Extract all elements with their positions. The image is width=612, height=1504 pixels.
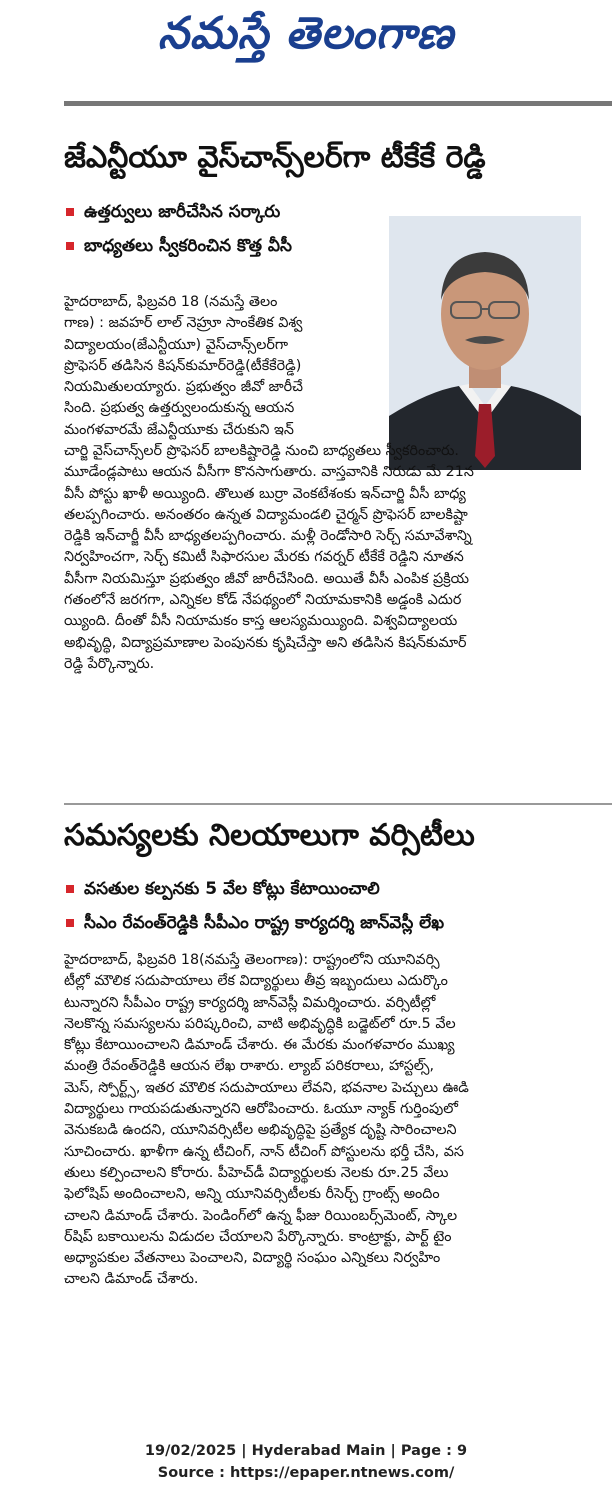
body-line: వెనుకబడి ఉందని, యూనివర్సిటీల అభివృద్ధిపై ప్రత్యేక దృష్టి సారించాలని [64,1122,457,1139]
body-line: నెలకొన్న సమస్యలను పరిష్కరించి, వాటి అభివృద్ధికి బడ్జెట్‌లో రూ.5 వేల [64,1015,456,1032]
body-line: గతంలోనే జరగగా, ఎన్నికల కోడ్ నేపథ్యంలో నియామకానికి అడ్డంకి ఎదుర [64,592,462,609]
footer-source: Source : https://epaper.ntnews.com/ [157,1465,455,1481]
article1-bullet-2 [66,236,292,260]
body-line: టీల్లో మౌలిక సదుపాయాలు లేక విద్యార్థులు తీవ్ర ఇబ్బందులు ఎదుర్కొం [64,973,448,990]
body-line: అధ్యాపకుల వేతనాలు పెంచాలని, విద్యార్థి సంఘం ఎన్నికలు నిర్వహిం [64,1250,441,1267]
body-line: రెడ్డి పేర్కొన్నారు. [64,655,155,672]
body-line: వీసీగా నియమిస్తూ ప్రభుత్వం జీవో జారీచేసింది. అయితే వీసీ ఎంపిక ప్రక్రియ [64,570,470,587]
body-line: విద్యాలయం(జేఎన్టీయూ) వైస్‌చాన్స్‌లర్‌గా [64,336,289,353]
body-line: గాణ) : జవహర్ లాల్ నెహ్రూ సాంకేతిక విశ్వ [64,315,303,332]
body-line: విద్యార్థులు గాయపడుతున్నారని ఆరోపించారు. ఓయూ న్యాక్ గుర్తింపులో [64,1101,459,1118]
article1-bullet-text: బాధ్యతలు స్వీకరించిన కొత్త వీసీ [84,236,292,256]
article1-bullet-text: ఉత్తర్వులు జారీచేసిన సర్కారు [84,202,281,222]
article-divider [64,803,612,805]
article2-bullet-text: సీఎం రేవంత్‌రెడ్డికి సీపీఎం రాష్ట్ర కార్యదర్శి జాన్‌వెస్లీ లేఖ [84,913,445,933]
body-line: రెడ్డికి ఇన్‌చార్జీ వీసీ బాధ్యతలప్పగించారు. మళ్లీ రెండోసారి సెర్చ్ సమావేశాన్ని [64,528,472,545]
article1-body-full [64,441,582,675]
article1-headline: జేఎన్టీయూ వైస్‌చాన్స్‌లర్‌గా టీకేకే రెడ్డి [64,140,486,175]
masthead [0,0,612,100]
body-line: య్యింది. దీంతో వీసీ నియామకం కాస్త ఆలస్యమయ్యింది. విశ్వవిద్యాలయ [64,613,458,630]
body-line: ర్‌షిప్ బకాయిలను విడుదల చేయాలని పేర్కొన్నారు. కాంట్రాక్టు, పార్ట్ టైం [64,1228,452,1245]
masthead-title: నమస్తే తెలంగాణ [157,8,455,59]
vc-portrait-photo [389,216,581,470]
body-line: టున్నారని సీపీఎం రాష్ట్ర కార్యదర్శి జాన్‌వెస్లీ విమర్శించారు. వర్సిటీల్లో [64,994,436,1011]
body-line: తలప్పగించారు. అనంతరం ఉన్నత విద్యామండలి చైర్మన్ ప్రొఫెసర్ బాలకిష్టా [64,506,468,523]
body-line: సింది. ప్రభుత్వ ఉత్తర్వులందుకున్న ఆయన [64,400,295,417]
article1-bullet-1 [66,202,280,226]
body-line: చార్జి వైస్‌చాన్స్‌లర్ ప్రొఫెసర్ బాలకిష్టారెడ్డి నుంచి బాధ్యతలు స్వీకరించారు. [64,443,459,459]
body-line: నియమితులయ్యారు. ప్రభుత్వం జీవో జారీచే [64,379,303,396]
body-line: తులు కల్పించాలని కోరారు. పీహెచ్‌డీ విద్యార్థులకు నెలకు రూ.25 వేలు [64,1164,449,1181]
body-line: హైదరాబాద్, ఫిబ్రవరి 18 (నమస్తే తెలం [64,294,278,310]
body-line: అభివృద్ధి, విద్యాప్రమాణాల పెంపునకు కృషిచేస్తా అని తడిసిన కిషన్‌కుమార్ [64,634,467,651]
body-line: మంత్రి రేవంత్‌రెడ్డికి ఆయన లేఖ రాశారు. ల్యాబ్ పరికరాలు, హాస్టల్స్, [64,1058,435,1075]
article2-bullet-text: వసతుల కల్పనకు 5 వేల కోట్లు కేటాయించాలి [84,879,380,899]
portrait-icon [389,216,581,470]
body-line: ఫెలోషిప్ అందించాలని, అన్ని యూనివర్సిటీలకు రీసెర్చ్ గ్రాంట్స్ అందిం [64,1186,440,1203]
masthead-rule [64,101,612,106]
bullet-square-icon [66,885,74,893]
body-line: వీసీ పోస్టు ఖాళీ అయ్యింది. తొలుత బుర్రా వెంకటేశంకు ఇన్‌చార్జి వీసీ బాధ్య [64,485,466,502]
body-line: సూచించారు. ఖాళీగా ఉన్న టీచింగ్, నాన్ టీచింగ్ పోస్టులను భర్తీ చేసి, వస [64,1143,464,1160]
footer-dateline: 19/02/2025 | Hyderabad Main | Page : 9 [144,1443,468,1459]
body-line: నిర్వహించగా, సెర్చ్ కమిటీ సిఫారసుల మేరకు గవర్నర్ టీకేకే రెడ్డిని నూతన [64,549,464,566]
article2-headline: సమస్యలకు నిలయాలుగా వర్సిటీలు [64,818,475,853]
body-line: కోట్లు కేటాయించాలని డిమాండ్ చేశారు. ఈ మేరకు మంగళవారం ముఖ్య [64,1037,455,1054]
body-line: చాలని డిమాండ్ చేశారు. [64,1271,199,1288]
bullet-square-icon [66,919,74,927]
article1-body-narrow [64,292,382,441]
bullet-square-icon [66,208,74,216]
body-line: మెస్, స్పోర్ట్స్, ఇతర మౌలిక సదుపాయాలు లేవని, భవనాల పెచ్చులు ఊడి [64,1079,469,1096]
article2-bullet-2 [66,913,444,937]
body-line: మూడేండ్లపాటు ఆయన వీసీగా కొనసాగుతారు. వాస్తవానికి నిరుడు మే 21న [64,464,474,481]
bullet-square-icon [66,242,74,250]
article2-bullet-1 [66,879,380,903]
article2-body [64,950,582,1291]
body-line: చాలని డిమాండ్ చేశారు. పెండింగ్‌లో ఉన్న ఫీజు రియింబర్స్‌మెంట్, స్కాల [64,1207,458,1224]
body-line: హైదరాబాద్, ఫిబ్రవరి 18(నమస్తే తెలంగాణ): రాష్ట్రంలోని యూనివర్సి [64,952,440,968]
body-line: మంగళవారమే జేఎన్టీయూకు చేరుకుని ఇన్ [64,421,294,438]
body-line: ప్రొఫెసర్ తడిసిన కిషన్‌కుమార్‌రెడ్డి(టీకేకేరెడ్డి) [64,357,302,374]
